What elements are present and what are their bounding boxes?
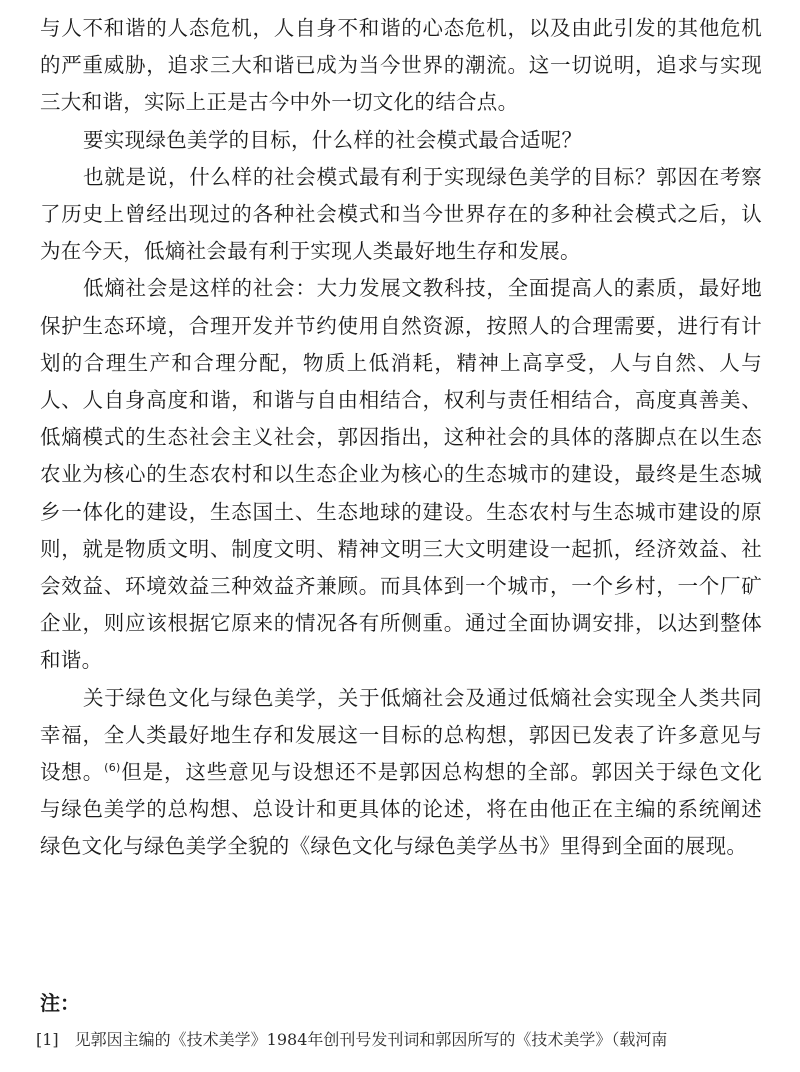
paragraph-1: 与人不和谐的人态危机，人自身不和谐的心态危机，以及由此引发的其他危机的严重威胁，追求三大和谐已成为当今世界的潮流。这一切说明，追求与实现三大和谐，实际上正是古今中外一切文化的结合点。 <box>40 16 762 115</box>
notes-heading: 注： <box>40 991 80 1015</box>
footnote-1 <box>36 1028 766 1052</box>
paragraph-3: 也就是说，什么样的社会模式最有利于实现绿色美学的目标？郭因在考察了历史上曾经出现过的各种社会模式和当今世界存在的多种社会模式之后，认为在今天，低熵社会最有利于实现人类最好地生存和发展。 <box>40 164 762 264</box>
paragraph-5-part-2: 但是，这些意见与设想还不是郭因总构想的全部。郭因关于绿色文化与绿色美学的总构想、总设计和更具体的论述，将在由他正在主编的系统阐述绿色文化与绿色美学全貌的《绿色文化与绿色美学丛书》里得到全面的展现。 <box>40 760 762 859</box>
footnote-number: [1] <box>36 1030 59 1049</box>
paragraph-4: 低熵社会是这样的社会：大力发展文教科技，全面提高人的素质，最好地保护生态环境，合理开发并节约使用自然资源，按照人的合理需要，进行有计划的合理生产和合理分配，物质上低消耗，精神上高享受，人与自然、人与人、人自身高度和谐，和谐与自由相结合，权利与责任相结合，高度真善美、低熵模式的生态社会主义社会，郭因指出，这种社会的具体的落脚点在以生态农业为核心的生态农村和以生态企业为核心的生态城市的建设，最终是生态城乡一体化的建设，生态国土、生态地球的建设。生态农村与生态城市建设的原则，就是物质文明、制度文明、精神文明三大文明建设一起抓，经济效益、社会效益、环境效益三种效益齐兼顾。而具体到一个城市，一个乡村，一个厂矿企业，则应该根据它原来的情况各有所侧重。通过全面协调安排，以达到整体和谐。 <box>40 276 762 673</box>
paragraph-2: 要实现绿色美学的目标，什么样的社会模式最合适呢？ <box>83 127 583 152</box>
footnote-text: 见郭因主编的《技术美学》1984年创刊号发刊词和郭因所写的《技术美学》（载河南 <box>74 1030 668 1049</box>
paragraph-5-part-1: 关于绿色文化与绿色美学，关于低熵社会及通过低熵社会实现全人类共同幸福，全人类最好地生存和发展这一目标的总构想，郭因已发表了许多意见与设想。 <box>40 685 762 785</box>
footnote-reference: (6) <box>104 761 121 775</box>
main-text <box>40 10 762 866</box>
paragraph-5 <box>40 680 762 866</box>
